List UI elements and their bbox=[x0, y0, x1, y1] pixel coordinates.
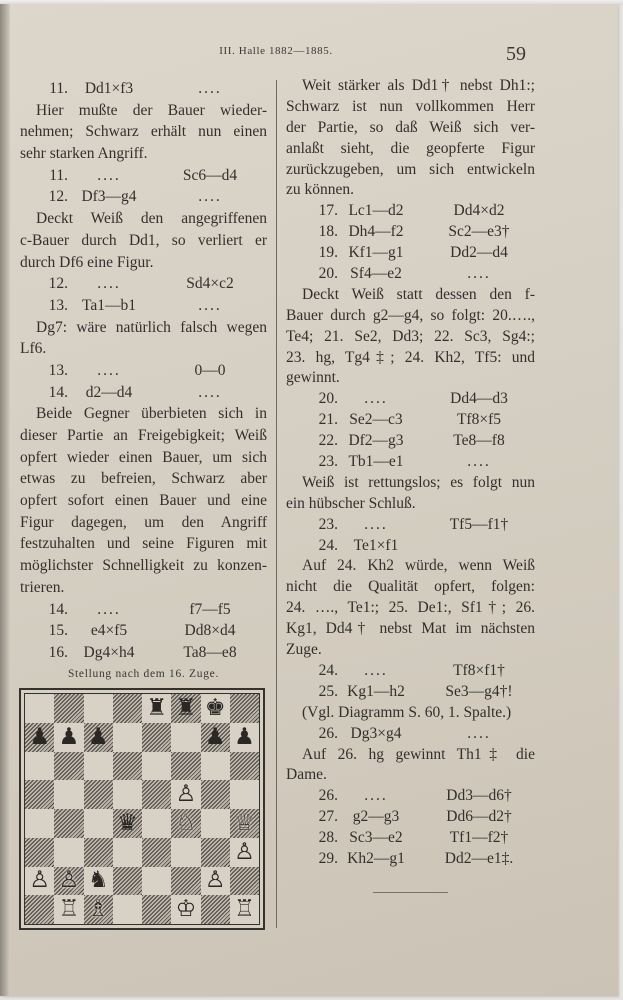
square-a1 bbox=[25, 895, 54, 924]
move-row bbox=[286, 410, 535, 431]
white-king-icon: ♔ bbox=[175, 896, 197, 923]
white-move: Dg3×g4 bbox=[350, 724, 402, 742]
text-line: der Partie, so daß Weiß sich ver- bbox=[286, 118, 535, 136]
square-e6 bbox=[142, 752, 171, 781]
black-move: Sc6—d4 bbox=[182, 166, 238, 184]
diagram-caption: Stellung nach dem 16. Zuge. bbox=[67, 667, 220, 680]
move-number: 28. bbox=[318, 829, 338, 847]
text-line: Zuge. bbox=[286, 641, 322, 659]
square-c5 bbox=[84, 780, 113, 809]
black-rook-icon: ♜ bbox=[175, 694, 197, 721]
text-line: Schwarz ist nun vollkommen Herr bbox=[286, 97, 535, 115]
text-line: sehr starken Angriff. bbox=[20, 145, 148, 163]
text-line: Deckt Weiß statt dessen den f- bbox=[302, 285, 535, 303]
square-f4 bbox=[171, 809, 200, 838]
text-line: Figur dagegen, um den Angriff bbox=[20, 513, 267, 531]
text-line: Kg1, Dd4† nebst Mat im nächsten bbox=[286, 620, 535, 638]
chess-diagram bbox=[19, 688, 265, 930]
white-move: .... bbox=[97, 166, 121, 184]
page-binding-shadow bbox=[0, 4, 10, 996]
black-move: Tf1—f2† bbox=[449, 829, 509, 847]
move-row bbox=[286, 452, 535, 473]
square-h7 bbox=[230, 723, 259, 752]
black-move: .... bbox=[467, 265, 491, 283]
square-d6 bbox=[113, 752, 142, 781]
page-number: 59 bbox=[506, 43, 526, 65]
white-pawn-icon: ♙ bbox=[234, 838, 255, 865]
black-move: Dd2—d4 bbox=[450, 244, 508, 262]
text-line: Hier mußte der Bauer wieder- bbox=[36, 101, 267, 119]
note bbox=[286, 703, 535, 724]
move-number: 23. bbox=[318, 515, 338, 533]
white-move: Se2—c3 bbox=[349, 411, 403, 429]
move-number: 23. bbox=[318, 453, 338, 471]
square-d2 bbox=[113, 867, 142, 896]
square-b5 bbox=[54, 780, 83, 809]
black-move: Dd2—e1‡. bbox=[444, 849, 514, 867]
move-number: 29. bbox=[318, 849, 338, 867]
text-line: nicht die Qualität opfert, folgen: bbox=[286, 578, 535, 596]
square-h5 bbox=[230, 780, 259, 809]
move-row bbox=[286, 724, 535, 745]
square-b6 bbox=[54, 752, 83, 781]
square-d8 bbox=[113, 694, 142, 723]
square-a5 bbox=[25, 780, 54, 809]
square-e3 bbox=[142, 838, 171, 867]
text-line: Dame. bbox=[286, 766, 327, 784]
square-e5 bbox=[142, 780, 171, 809]
square-g3 bbox=[201, 838, 230, 867]
move-row bbox=[20, 599, 267, 621]
paragraph bbox=[286, 76, 535, 201]
book-page bbox=[0, 4, 618, 996]
black-move: Ta8—e8 bbox=[183, 643, 237, 661]
white-bishop-icon: ♗ bbox=[87, 896, 109, 923]
square-f5 bbox=[171, 780, 200, 809]
move-number: 15. bbox=[48, 622, 68, 640]
white-move: Te1×f1 bbox=[353, 536, 399, 554]
square-c7 bbox=[84, 723, 113, 752]
white-move: Kf1—g1 bbox=[348, 244, 404, 262]
square-e7 bbox=[142, 723, 171, 752]
column-divider bbox=[276, 80, 277, 928]
black-king-icon: ♚ bbox=[204, 694, 226, 721]
square-c8 bbox=[84, 694, 113, 723]
text-line: möglichster Schnelligkeit zu konzen- bbox=[20, 557, 267, 575]
left-column bbox=[20, 78, 267, 685]
move-number: 13. bbox=[48, 361, 68, 379]
white-move: Df2—g3 bbox=[348, 432, 404, 450]
black-move: .... bbox=[467, 453, 491, 471]
square-h1 bbox=[230, 895, 259, 924]
text-line: Te4; 21. Se2, Dd3; 22. Sc3, Sg4:; bbox=[286, 327, 535, 345]
move-row bbox=[286, 431, 535, 452]
black-pawn-icon: ♟ bbox=[234, 723, 255, 750]
white-move: .... bbox=[97, 361, 121, 379]
move-number: 20. bbox=[318, 390, 338, 408]
move-number: 26. bbox=[318, 787, 338, 805]
black-move: Dd6—d2† bbox=[446, 808, 512, 826]
move-row bbox=[286, 515, 535, 536]
white-move: Dd1×f3 bbox=[84, 80, 134, 97]
black-move: 0—0 bbox=[194, 361, 226, 379]
black-move: Te8—f8 bbox=[453, 432, 505, 450]
square-d7 bbox=[113, 723, 142, 752]
text-line: Deckt Weiß den angegriffenen bbox=[36, 210, 267, 228]
white-move: d2—d4 bbox=[85, 383, 133, 401]
black-move: .... bbox=[467, 724, 491, 742]
move-row bbox=[20, 382, 267, 404]
text-line: Auf 26. hg gewinnt Th1‡ die bbox=[302, 745, 535, 763]
black-move: .... bbox=[198, 80, 222, 97]
end-rule bbox=[373, 892, 448, 893]
square-b8 bbox=[54, 694, 83, 723]
move-row bbox=[20, 620, 267, 642]
white-move: Dh4—f2 bbox=[348, 223, 404, 241]
square-c2 bbox=[84, 867, 113, 896]
square-h4 bbox=[230, 809, 259, 838]
square-b4 bbox=[54, 809, 83, 838]
paragraph bbox=[20, 317, 267, 360]
white-move: g2—g3 bbox=[352, 808, 400, 826]
text-line: 24. …., Te1:; 25. De1:, Sf1†; 26. bbox=[286, 599, 535, 617]
paragraph bbox=[286, 745, 535, 787]
square-f8 bbox=[171, 694, 200, 723]
move-row bbox=[20, 642, 267, 664]
white-move: .... bbox=[364, 787, 388, 805]
square-g7 bbox=[201, 723, 230, 752]
move-row bbox=[20, 295, 267, 317]
chess-board bbox=[24, 693, 260, 925]
text-line: Beide Gegner überbieten sich in bbox=[36, 405, 267, 423]
move-number: 12. bbox=[48, 275, 68, 293]
square-f6 bbox=[171, 752, 200, 781]
square-f2 bbox=[171, 867, 200, 896]
white-move: Sf4—e2 bbox=[350, 265, 402, 283]
move-number: 14. bbox=[48, 600, 68, 618]
black-move: .... bbox=[198, 383, 222, 401]
square-b7 bbox=[54, 723, 83, 752]
white-rook-icon: ♖ bbox=[234, 896, 255, 923]
square-g5 bbox=[201, 780, 230, 809]
white-move: Kh2—g1 bbox=[347, 849, 405, 867]
square-h3 bbox=[230, 838, 259, 867]
black-move: Sd4×c2 bbox=[186, 275, 234, 293]
square-a4 bbox=[25, 809, 54, 838]
square-g1 bbox=[201, 895, 230, 924]
white-move: .... bbox=[97, 275, 121, 293]
move-row bbox=[20, 78, 267, 100]
black-move: Dd4—d3 bbox=[450, 390, 508, 408]
black-move: Tf8×f1† bbox=[453, 661, 505, 679]
paragraph bbox=[286, 285, 535, 389]
black-move: .... bbox=[198, 296, 222, 314]
square-a3 bbox=[25, 838, 54, 867]
square-g6 bbox=[201, 752, 230, 781]
square-a7 bbox=[25, 723, 54, 752]
white-move: Kg1—h2 bbox=[347, 682, 405, 700]
white-move: Tb1—e1 bbox=[348, 453, 404, 471]
black-move: .... bbox=[198, 188, 222, 206]
move-number: 11. bbox=[49, 166, 68, 184]
white-pawn-icon: ♙ bbox=[204, 867, 226, 894]
square-d3 bbox=[113, 838, 142, 867]
text-line: dieser Partie an Freigebigkeit; Weiß bbox=[20, 427, 267, 444]
square-c4 bbox=[84, 809, 113, 838]
square-d4 bbox=[113, 809, 142, 838]
square-e4 bbox=[142, 809, 171, 838]
black-move: Se3—g4†! bbox=[445, 682, 513, 700]
move-row bbox=[286, 682, 535, 703]
square-e8 bbox=[142, 694, 171, 723]
paragraph bbox=[20, 100, 267, 165]
black-pawn-icon: ♟ bbox=[29, 723, 50, 750]
square-b2 bbox=[54, 867, 83, 896]
white-rook-icon: ♖ bbox=[58, 896, 80, 923]
move-row bbox=[286, 807, 535, 828]
black-move: Dd3—d6† bbox=[446, 787, 512, 805]
text-line: zurückzugeben, um sich entwickeln bbox=[286, 160, 535, 178]
text-line: festzuhalten und seine Figuren mit bbox=[20, 535, 267, 553]
text-line: opfert sofort einen Bauer und eine bbox=[20, 492, 267, 510]
move-row bbox=[286, 786, 535, 807]
white-pawn-icon: ♙ bbox=[29, 867, 50, 894]
move-number: 17. bbox=[318, 202, 338, 220]
square-a8 bbox=[25, 694, 54, 723]
square-b3 bbox=[54, 838, 83, 867]
black-pawn-icon: ♟ bbox=[204, 723, 226, 750]
square-h6 bbox=[230, 752, 259, 781]
black-move: Dd8×d4 bbox=[184, 622, 236, 640]
move-row bbox=[286, 849, 535, 870]
move-number: 11. bbox=[49, 80, 68, 97]
square-g8 bbox=[201, 694, 230, 723]
move-number: 24. bbox=[318, 536, 338, 554]
text-line: nehmen; Schwarz erhält nun einen bbox=[20, 123, 267, 141]
move-row bbox=[20, 165, 267, 187]
white-pawn-icon: ♙ bbox=[175, 781, 197, 808]
square-h8 bbox=[230, 694, 259, 723]
square-f3 bbox=[171, 838, 200, 867]
move-number: 18. bbox=[318, 223, 338, 241]
text-line: opfert wieder einen Bauer, um sich bbox=[20, 448, 267, 466]
black-move: Sc2—e3† bbox=[448, 223, 510, 241]
right-column bbox=[286, 76, 535, 870]
white-move: Lc1—d2 bbox=[348, 202, 404, 220]
black-move: Tf8×f5 bbox=[456, 411, 502, 429]
text-line: ein hübscher Schluß. bbox=[286, 494, 416, 512]
text-line: Weit stärker als Dd1† nebst Dh1:; bbox=[302, 77, 535, 94]
square-f1 bbox=[171, 895, 200, 924]
move-row bbox=[286, 243, 535, 264]
black-knight-icon: ♞ bbox=[87, 867, 109, 894]
text-line: durch Df6 eine Figur. bbox=[20, 253, 154, 271]
square-b1 bbox=[54, 895, 83, 924]
move-row bbox=[286, 389, 535, 410]
square-c1 bbox=[84, 895, 113, 924]
white-move: .... bbox=[97, 600, 121, 618]
black-rook-icon: ♜ bbox=[146, 694, 167, 721]
text-line: trieren. bbox=[20, 578, 65, 596]
black-move: f7—f5 bbox=[189, 600, 231, 618]
move-number: 19. bbox=[318, 244, 338, 262]
move-number: 12. bbox=[48, 188, 68, 206]
move-row bbox=[286, 201, 535, 222]
white-move: .... bbox=[364, 515, 388, 533]
move-row bbox=[20, 273, 267, 295]
move-number: 16. bbox=[48, 643, 68, 661]
square-g2 bbox=[201, 867, 230, 896]
black-pawn-icon: ♟ bbox=[87, 723, 109, 750]
move-row bbox=[286, 222, 535, 243]
square-d1 bbox=[113, 895, 142, 924]
white-move: Df3—g4 bbox=[81, 188, 137, 206]
move-row bbox=[286, 661, 535, 682]
move-number: 25. bbox=[318, 682, 338, 700]
square-a2 bbox=[25, 867, 54, 896]
white-queen-icon: ♕ bbox=[234, 809, 255, 836]
white-move: e4×f5 bbox=[90, 622, 128, 640]
move-number: 20. bbox=[318, 265, 338, 283]
move-row bbox=[286, 264, 535, 285]
white-move: Sc3—e2 bbox=[349, 829, 403, 847]
move-number: 26. bbox=[318, 724, 338, 742]
square-c3 bbox=[84, 838, 113, 867]
move-row bbox=[20, 360, 267, 382]
white-knight-icon: ♘ bbox=[175, 809, 197, 836]
text-line: anlaßt sieht, die geopferte Figur bbox=[286, 139, 535, 157]
move-row bbox=[20, 186, 267, 208]
text-line: c-Bauer durch Dd1, so verliert er bbox=[20, 231, 267, 249]
paragraph bbox=[286, 473, 535, 515]
text-line: Lf6. bbox=[20, 340, 47, 358]
paragraph bbox=[20, 208, 267, 273]
square-e1 bbox=[142, 895, 171, 924]
text-line: Dg7: wäre natürlich falsch wegen bbox=[36, 318, 267, 336]
move-row bbox=[286, 536, 535, 557]
square-e2 bbox=[142, 867, 171, 896]
move-row bbox=[286, 828, 535, 849]
square-g4 bbox=[201, 809, 230, 838]
black-move: Tf5—f1† bbox=[449, 515, 509, 533]
white-move: .... bbox=[364, 390, 388, 408]
white-pawn-icon: ♙ bbox=[58, 867, 80, 894]
text-line: etwas zu befreien, Schwarz aber bbox=[20, 470, 267, 488]
text-line: 23. hg, Tg4‡; 24. Kh2, Tf5: und bbox=[286, 348, 535, 366]
square-d5 bbox=[113, 780, 142, 809]
move-number: 24. bbox=[318, 661, 338, 679]
running-head: III. Halle 1882—1885. bbox=[219, 45, 333, 57]
square-a6 bbox=[25, 752, 54, 781]
move-number: 14. bbox=[48, 383, 68, 401]
text-line: zu können. bbox=[286, 181, 355, 199]
move-number: 27. bbox=[318, 808, 338, 826]
text-line: gewinnt. bbox=[286, 369, 340, 387]
square-h2 bbox=[230, 867, 259, 896]
text-line: Auf 24. Kh2 würde, wenn Weiß bbox=[302, 557, 535, 575]
text-line: Bauer durch g2—g4, so folgt: 20.…., bbox=[286, 306, 535, 324]
text-line: Weiß ist rettungslos; es folgt nun bbox=[302, 473, 535, 491]
move-number: 13. bbox=[48, 296, 68, 314]
text-line: (Vgl. Diagramm S. 60, 1. Spalte.) bbox=[302, 703, 512, 721]
paragraph bbox=[286, 556, 535, 660]
white-move: Dg4×h4 bbox=[83, 643, 135, 661]
white-move: .... bbox=[364, 661, 388, 679]
square-f7 bbox=[171, 723, 200, 752]
paragraph bbox=[20, 403, 267, 598]
white-move: Ta1—b1 bbox=[81, 296, 136, 314]
black-move: Dd4×d2 bbox=[453, 202, 505, 220]
black-queen-icon: ♛ bbox=[117, 809, 138, 836]
square-c6 bbox=[84, 752, 113, 781]
black-pawn-icon: ♟ bbox=[58, 723, 80, 750]
move-number: 21. bbox=[318, 411, 338, 429]
move-number: 22. bbox=[318, 432, 338, 450]
